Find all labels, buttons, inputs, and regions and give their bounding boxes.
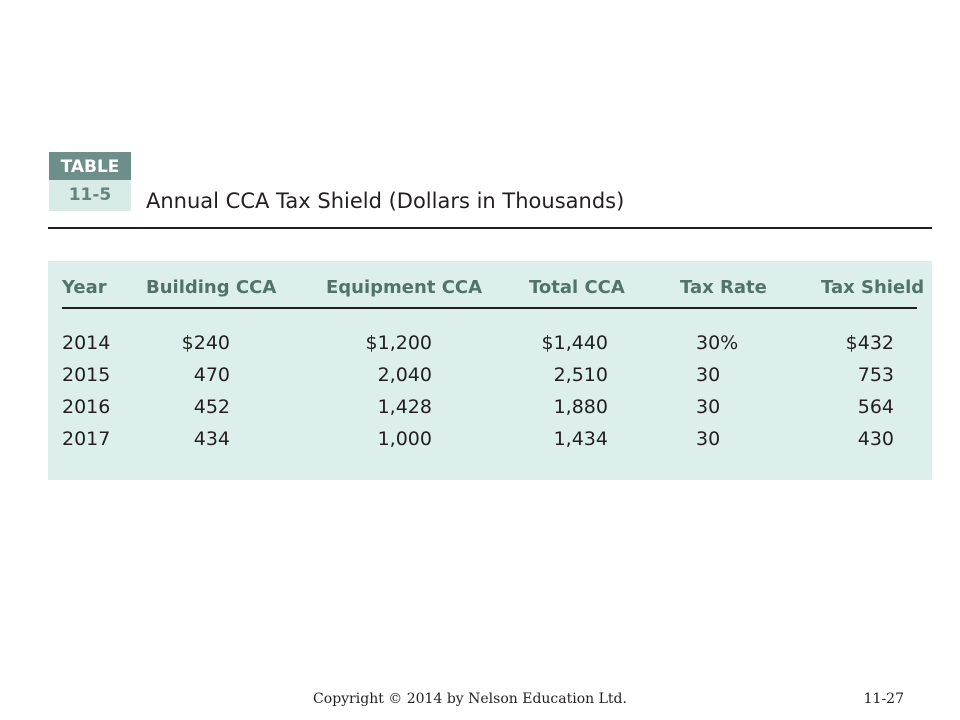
cell-building-cca: 434 bbox=[193, 428, 230, 450]
cell-year: 2016 bbox=[62, 396, 111, 418]
column-header-tax-shield: Tax Shield bbox=[821, 277, 925, 298]
cell-building-cca: $240 bbox=[181, 332, 230, 354]
cell-equipment-cca: $1,200 bbox=[365, 332, 432, 354]
table-title: Annual CCA Tax Shield (Dollars in Thousands) bbox=[146, 189, 625, 213]
column-header-total-cca: Total CCA bbox=[529, 277, 625, 298]
table-row bbox=[48, 327, 932, 359]
cell-tax-shield: 564 bbox=[857, 396, 894, 418]
table-badge-number: 11-5 bbox=[49, 180, 131, 211]
title-divider bbox=[48, 227, 932, 229]
column-header-building-cca: Building CCA bbox=[146, 277, 277, 298]
table-row bbox=[48, 359, 932, 391]
copyright-notice: Copyright © 2014 by Nelson Education Ltd. bbox=[313, 691, 627, 707]
cell-building-cca: 470 bbox=[193, 364, 230, 386]
table-row bbox=[48, 391, 932, 423]
cell-tax-rate: 30 bbox=[696, 364, 721, 386]
cell-tax-shield: 430 bbox=[857, 428, 894, 450]
table-row bbox=[48, 423, 932, 455]
cell-total-cca: 2,510 bbox=[553, 364, 608, 386]
cell-year: 2017 bbox=[62, 428, 111, 450]
cell-year: 2015 bbox=[62, 364, 111, 386]
cell-total-cca: 1,880 bbox=[553, 396, 608, 418]
cell-equipment-cca: 1,000 bbox=[377, 428, 432, 450]
table-badge-label: TABLE bbox=[49, 152, 131, 180]
cell-equipment-cca: 2,040 bbox=[377, 364, 432, 386]
cell-tax-rate: 30 bbox=[696, 396, 721, 418]
column-header-tax-rate: Tax Rate bbox=[680, 277, 767, 298]
cell-tax-rate: 30 bbox=[696, 428, 721, 450]
page-number: 11-27 bbox=[863, 691, 904, 707]
cell-equipment-cca: 1,428 bbox=[377, 396, 432, 418]
cell-building-cca: 452 bbox=[193, 396, 230, 418]
header-divider bbox=[62, 307, 917, 309]
cell-tax-shield: $432 bbox=[845, 332, 894, 354]
cell-tax-shield: 753 bbox=[857, 364, 894, 386]
table-badge bbox=[49, 152, 131, 211]
column-header-equipment-cca: Equipment CCA bbox=[326, 277, 483, 298]
column-header-year: Year bbox=[62, 277, 107, 298]
data-table bbox=[48, 261, 932, 480]
cell-tax-rate: 30% bbox=[696, 332, 739, 354]
cell-total-cca: $1,440 bbox=[541, 332, 608, 354]
cell-year: 2014 bbox=[62, 332, 111, 354]
cell-total-cca: 1,434 bbox=[553, 428, 608, 450]
